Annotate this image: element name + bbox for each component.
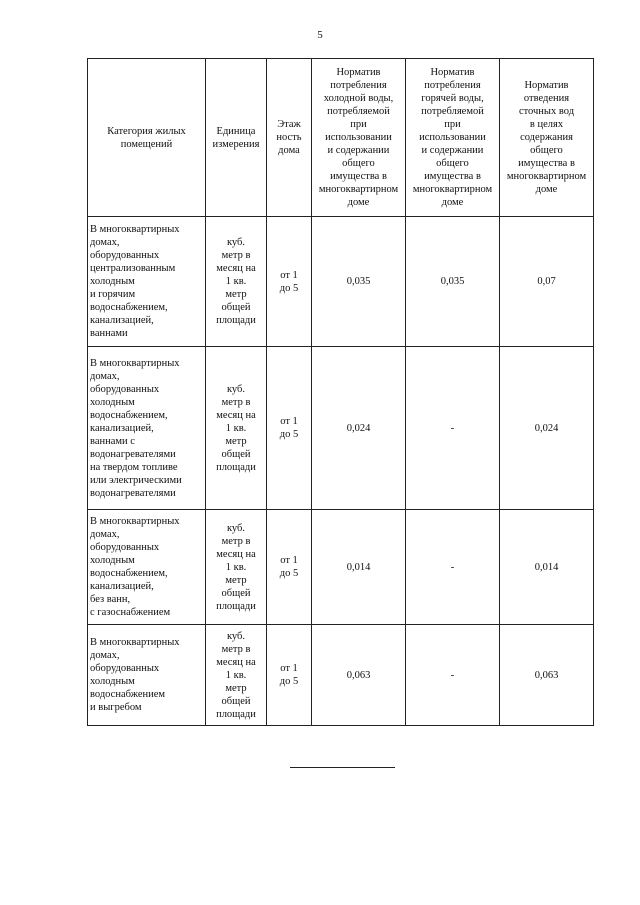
cell-text-line: метр xyxy=(225,435,247,447)
cell-text-line: оборудованных xyxy=(90,663,160,674)
unit-cell xyxy=(206,625,267,726)
cell-text-line: до 5 xyxy=(279,429,299,440)
cell-text-line: метр в xyxy=(221,250,251,261)
table-row xyxy=(88,217,594,347)
header-hot-water-norm xyxy=(406,59,500,217)
cell-text-line: горячей воды, xyxy=(421,93,484,104)
cell-text-line: 1 кв. xyxy=(225,669,247,681)
cell-text-line: В многоквартирных xyxy=(90,224,180,235)
cell-text-line: месяц на xyxy=(216,409,256,421)
cell-text-line: ваннами xyxy=(90,328,128,339)
cell-text-line: канализацией, xyxy=(90,581,154,592)
unit-cell xyxy=(206,510,267,625)
cell-text-line: отведения xyxy=(523,93,570,104)
cell-text-line: метр в xyxy=(221,643,251,655)
header-unit xyxy=(206,59,267,217)
cell-text-line: канализацией, xyxy=(90,422,154,434)
category-cell xyxy=(88,510,206,625)
cell-text-line: холодным xyxy=(90,676,135,687)
cell-text-line: метр в xyxy=(221,535,251,547)
cell-text-line: куб. xyxy=(226,522,246,534)
cell-text-line: потребляемой xyxy=(327,106,390,117)
cell-text-line: домах, xyxy=(90,237,120,248)
cell-text-line: Категория жилых xyxy=(107,125,186,137)
cell-text-line: метр xyxy=(225,682,247,694)
category-cell xyxy=(88,217,206,347)
cell-text-line: площади xyxy=(216,708,256,720)
cell-text-line: измерения xyxy=(212,138,260,150)
cell-text-line: потребляемой xyxy=(421,106,484,117)
cold-water-cell: 0,014 xyxy=(312,510,406,625)
category-cell xyxy=(88,347,206,510)
cell-text-line: 1 кв. xyxy=(225,276,247,287)
floors-cell xyxy=(267,510,312,625)
hot-water-cell: 0,035 xyxy=(406,217,500,347)
bottom-divider xyxy=(290,767,395,768)
cell-text-line: содержания xyxy=(520,132,573,143)
cell-text-line: использовании xyxy=(325,132,392,143)
cell-text-line: дома xyxy=(278,145,300,156)
cell-text-line: площади xyxy=(216,315,256,326)
cell-text-line: водоснабжением, xyxy=(90,302,168,313)
cell-text-line: водоснабжением, xyxy=(90,568,168,579)
cell-text-line: В многоквартирных xyxy=(90,357,180,369)
cell-text-line: оборудованных xyxy=(90,542,160,553)
floors-cell xyxy=(267,625,312,726)
category-cell xyxy=(88,625,206,726)
cell-text-line: канализацией, xyxy=(90,315,154,326)
cell-text-line: и содержании xyxy=(327,145,390,156)
cold-water-cell: 0,063 xyxy=(312,625,406,726)
cell-text-line: куб. xyxy=(226,237,246,248)
cell-text-line: площади xyxy=(216,461,256,473)
norms-table xyxy=(87,58,594,726)
cold-water-cell: 0,024 xyxy=(312,347,406,510)
cell-text-line: куб. xyxy=(226,630,246,642)
cell-text-line: куб. xyxy=(226,383,246,395)
cell-text-line: сточных вод xyxy=(518,106,575,117)
header-row xyxy=(88,59,594,217)
cell-text-line: Норматив xyxy=(524,80,569,91)
cell-text-line: до 5 xyxy=(279,676,299,687)
cell-text-line: 1 кв. xyxy=(225,422,247,434)
cell-text-line: от 1 xyxy=(280,555,298,566)
cell-text-line: В многоквартирных xyxy=(90,637,180,648)
table-row xyxy=(88,510,594,625)
cell-text-line: месяц на xyxy=(216,263,256,274)
floors-cell xyxy=(267,347,312,510)
cell-text-line: и горячим xyxy=(90,289,136,300)
cell-text-line: помещений xyxy=(120,138,173,150)
header-floors xyxy=(267,59,312,217)
cell-text-line: до 5 xyxy=(279,282,299,294)
cell-text-line: общей xyxy=(221,302,251,313)
cell-text-line: холодным xyxy=(90,396,135,408)
cell-text-line: многоквартирном xyxy=(412,184,493,195)
cell-text-line: или электрическими xyxy=(90,474,182,486)
cell-text-line: и выгребом xyxy=(90,702,142,713)
cell-text-line: метр в xyxy=(221,396,251,408)
cell-text-line: 1 кв. xyxy=(225,561,247,573)
cell-text-line: водоснабжением xyxy=(90,689,166,700)
cell-text-line: имущества в xyxy=(330,171,387,182)
cell-text-line: метр xyxy=(225,574,247,586)
cell-text-line: многоквартирном xyxy=(506,171,587,182)
hot-water-cell: - xyxy=(406,625,500,726)
header-wastewater-norm xyxy=(500,59,594,217)
cell-text-line: метр xyxy=(225,289,247,300)
cell-text-line: общего xyxy=(530,145,563,156)
cell-text-line: В многоквартирных xyxy=(90,516,180,527)
cell-text-line: водонагревателями xyxy=(90,448,176,460)
cell-text-line: при xyxy=(444,119,461,130)
cell-text-line: оборудованных xyxy=(90,383,160,395)
cell-text-line: Норматив xyxy=(430,67,475,78)
cold-water-cell: 0,035 xyxy=(312,217,406,347)
cell-text-line: общего xyxy=(342,158,375,169)
cell-text-line: от 1 xyxy=(280,416,298,427)
cell-text-line: площади xyxy=(216,600,256,612)
cell-text-line: общей xyxy=(221,695,251,707)
cell-text-line: оборудованных xyxy=(90,250,160,261)
hot-water-cell: - xyxy=(406,347,500,510)
cell-text-line: без ванн, xyxy=(90,594,131,605)
cell-text-line: на твердом топливе xyxy=(90,461,178,473)
cell-text-line: Этаж xyxy=(277,119,301,130)
cell-text-line: водонагревателями xyxy=(90,487,176,499)
cell-text-line: при xyxy=(350,119,367,130)
cell-text-line: месяц на xyxy=(216,656,256,668)
cell-text-line: доме xyxy=(347,197,370,208)
cell-text-line: Единица xyxy=(216,125,256,137)
unit-cell xyxy=(206,347,267,510)
cell-text-line: от 1 xyxy=(280,663,298,674)
cell-text-line: общего xyxy=(436,158,469,169)
wastewater-cell: 0,024 xyxy=(500,347,594,510)
header-category xyxy=(88,59,206,217)
table-row xyxy=(88,625,594,726)
cell-text-line: потребления xyxy=(330,80,387,91)
wastewater-cell: 0,07 xyxy=(500,217,594,347)
cell-text-line: имущества в xyxy=(518,158,575,169)
cell-text-line: домах, xyxy=(90,529,120,540)
cell-text-line: холодной воды, xyxy=(323,93,394,104)
cell-text-line: общей xyxy=(221,587,251,599)
cell-text-line: имущества в xyxy=(424,171,481,182)
cell-text-line: потребления xyxy=(424,80,481,91)
cell-text-line: холодным xyxy=(90,276,135,287)
table-row xyxy=(88,347,594,510)
cell-text-line: доме xyxy=(535,184,558,195)
cell-text-line: и содержании xyxy=(421,145,484,156)
cell-text-line: домах, xyxy=(90,650,120,661)
cell-text-line: многоквартирном xyxy=(318,184,399,195)
cell-text-line: холодным xyxy=(90,555,135,566)
cell-text-line: ность xyxy=(276,132,302,143)
page-number: 5 xyxy=(317,29,323,41)
floors-cell xyxy=(267,217,312,347)
cell-text-line: Норматив xyxy=(336,67,381,78)
hot-water-cell: - xyxy=(406,510,500,625)
cell-text-line: месяц на xyxy=(216,548,256,560)
header-cold-water-norm xyxy=(312,59,406,217)
cell-text-line: с газоснабжением xyxy=(90,607,171,618)
unit-cell xyxy=(206,217,267,347)
cell-text-line: использовании xyxy=(419,132,486,143)
cell-text-line: общей xyxy=(221,448,251,460)
cell-text-line: до 5 xyxy=(279,568,299,579)
wastewater-cell: 0,063 xyxy=(500,625,594,726)
cell-text-line: доме xyxy=(441,197,464,208)
wastewater-cell: 0,014 xyxy=(500,510,594,625)
cell-text-line: в целях xyxy=(529,119,564,130)
cell-text-line: от 1 xyxy=(280,269,298,281)
cell-text-line: водоснабжением, xyxy=(90,409,168,421)
cell-text-line: централизованным xyxy=(90,263,176,274)
cell-text-line: ваннами с xyxy=(90,435,135,447)
cell-text-line: домах, xyxy=(90,370,120,382)
